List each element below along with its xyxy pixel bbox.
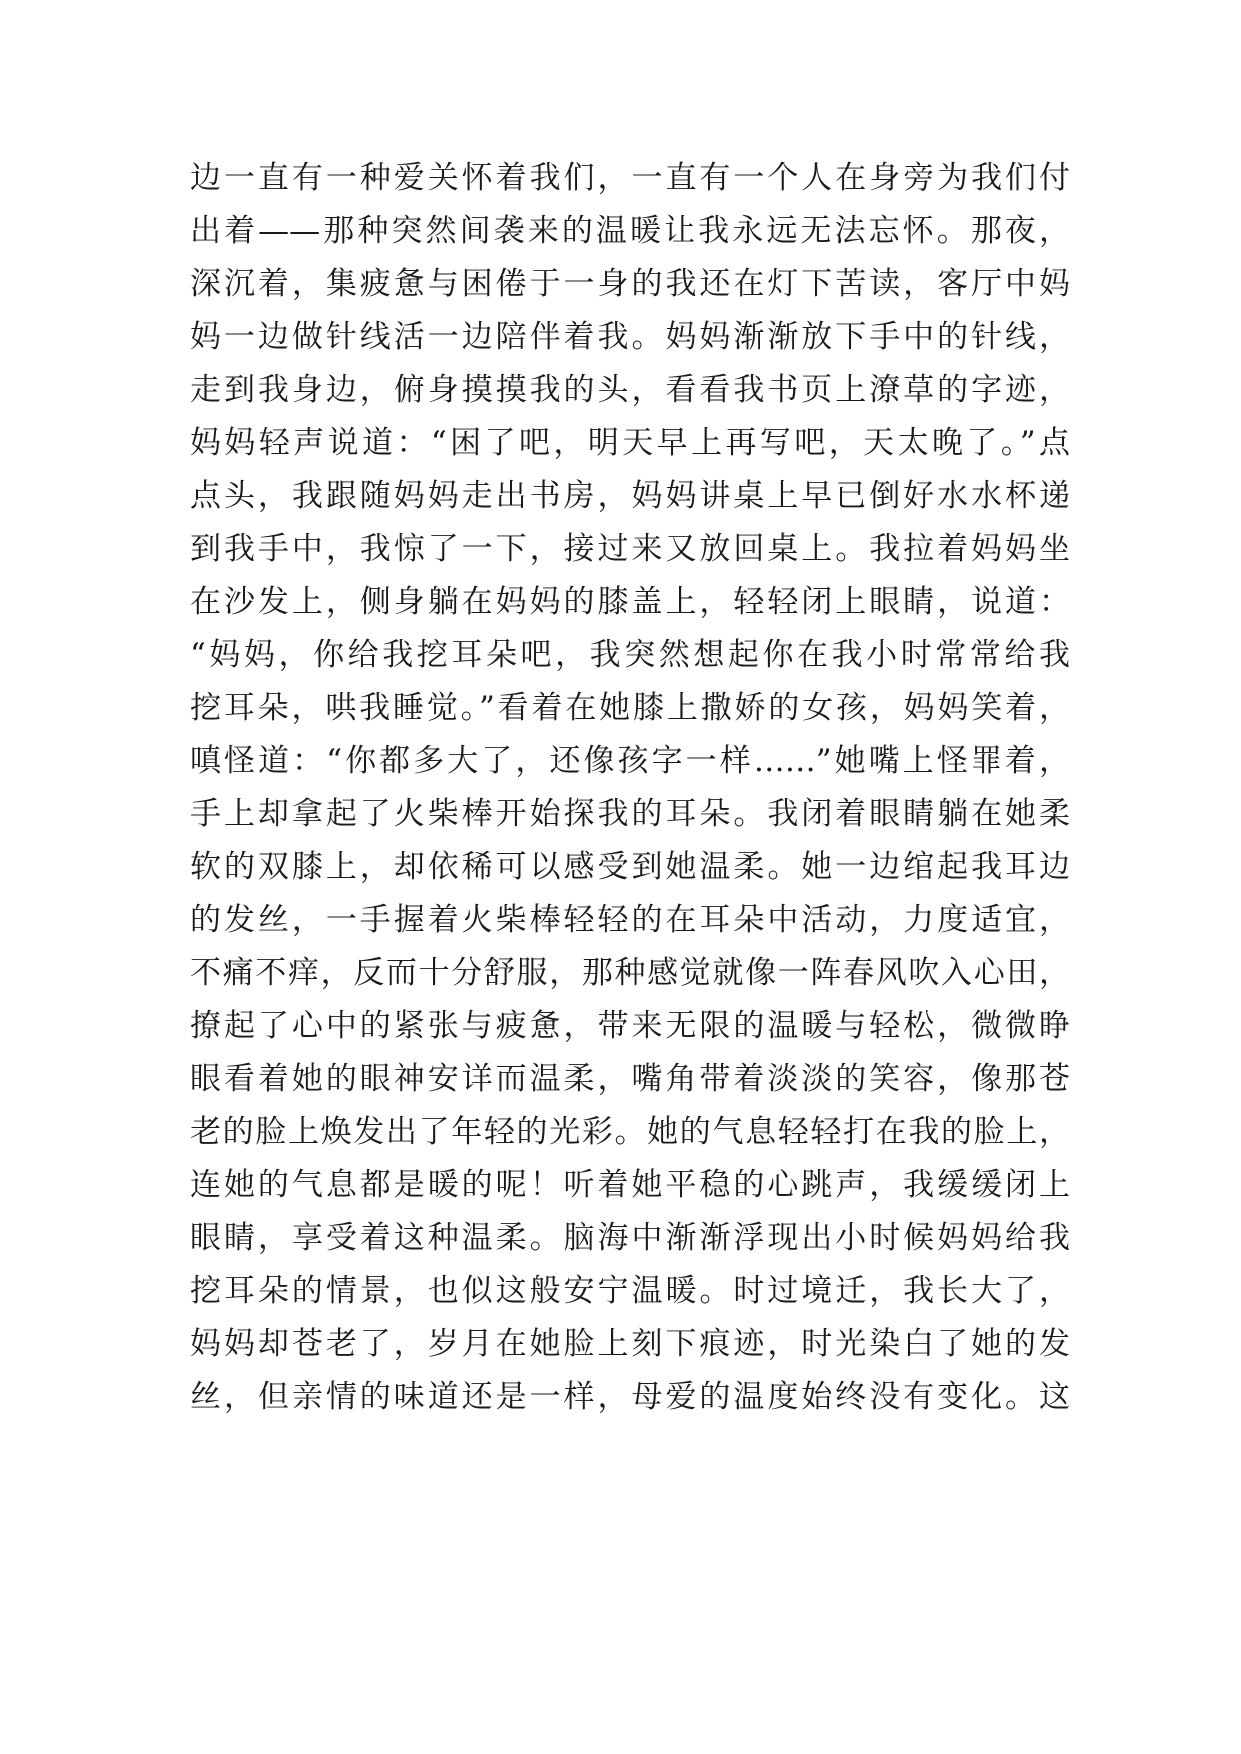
text-line: 眼看着她的眼神安详而温柔，嘴角带着淡淡的笑容，像那苍: [190, 1061, 1070, 1097]
text-line: 眼睛，享受着这种温柔。脑海中渐渐浮现出小时候妈妈给我: [190, 1220, 1070, 1256]
text-line: 挖耳朵的情景，也似这般安宁温暖。时过境迁，我长大了，: [190, 1273, 1070, 1309]
text-line: 点头，我跟随妈妈走出书房，妈妈讲桌上早已倒好水水杯递: [190, 478, 1070, 514]
text-line: 软的双膝上，却依稀可以感受到她温柔。她一边绾起我耳边: [190, 849, 1070, 885]
text-line: 妈一边做针线活一边陪伴着我。妈妈渐渐放下手中的针线，: [190, 319, 1070, 355]
text-line: 走到我身边，俯身摸摸我的头，看看我书页上潦草的字迹，: [190, 372, 1070, 408]
text-line: 妈妈轻声说道：“困了吧，明天早上再写吧，天太晚了。”点: [190, 425, 1070, 461]
text-line: 在沙发上，侧身躺在妈妈的膝盖上，轻轻闭上眼睛，说道：: [190, 584, 1070, 620]
text-line: 挖耳朵，哄我睡觉。”看着在她膝上撒娇的女孩，妈妈笑着，: [190, 690, 1070, 726]
body-text: [190, 152, 1070, 1424]
text-line: 丝，但亲情的味道还是一样，母爱的温度始终没有变化。这: [190, 1379, 1070, 1415]
text-line: 妈妈却苍老了，岁月在她脸上刻下痕迹，时光染白了她的发: [190, 1326, 1070, 1362]
text-line: 深沉着，集疲惫与困倦于一身的我还在灯下苦读，客厅中妈: [190, 266, 1070, 302]
text-line: “妈妈，你给我挖耳朵吧，我突然想起你在我小时常常给我: [190, 637, 1070, 673]
text-line: 老的脸上焕发出了年轻的光彩。她的气息轻轻打在我的脸上，: [190, 1114, 1070, 1150]
text-line: 出着——那种突然间袭来的温暖让我永远无法忘怀。那夜，: [190, 213, 1070, 249]
text-line: 到我手中，我惊了一下，接过来又放回桌上。我拉着妈妈坐: [190, 531, 1070, 567]
text-line: 手上却拿起了火柴棒开始探我的耳朵。我闭着眼睛躺在她柔: [190, 796, 1070, 832]
text-line: 嗔怪道：“你都多大了，还像孩字一样……”她嘴上怪罪着，: [190, 743, 1070, 779]
text-line: 不痛不痒，反而十分舒服，那种感觉就像一阵春风吹入心田，: [190, 955, 1070, 991]
text-line: 撩起了心中的紧张与疲惫，带来无限的温暖与轻松，微微睁: [190, 1008, 1070, 1044]
text-line: 连她的气息都是暖的呢！听着她平稳的心跳声，我缓缓闭上: [190, 1167, 1070, 1203]
text-line: 边一直有一种爱关怀着我们，一直有一个人在身旁为我们付: [190, 160, 1070, 196]
text-line: 的发丝，一手握着火柴棒轻轻的在耳朵中活动，力度适宜，: [190, 902, 1070, 938]
